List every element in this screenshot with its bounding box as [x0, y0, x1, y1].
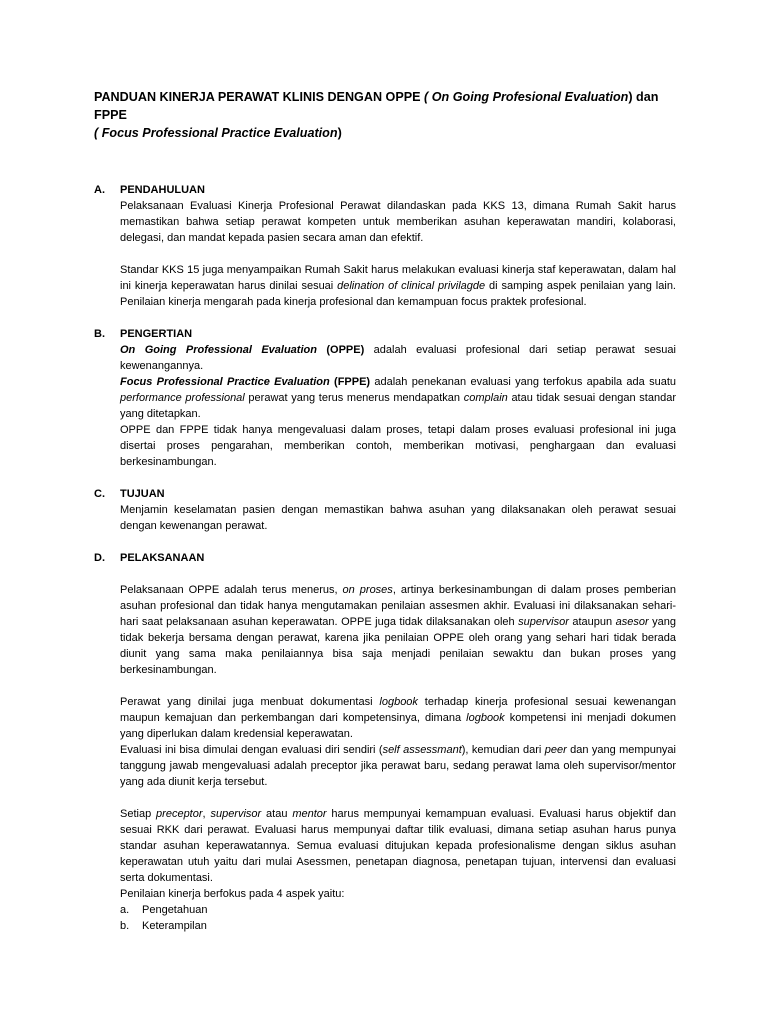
title-paren-close: ) — [337, 126, 342, 140]
paragraph: Pelaksanaan Evaluasi Kinerja Profesional Perawat dilandaskan pada KKS 13, dimana Rumah Sakit harus memastikan bahwa setiap perawat kompeten untuk memberikan asuhan keperawatan mandiri, kolaborasi, delegasi, dan mandat kepada pasien secara aman dan efektif. — [120, 200, 676, 244]
text: , — [202, 808, 211, 820]
italic-term: supervisor — [518, 616, 569, 628]
italic-term: preceptor — [156, 808, 203, 820]
text: Setiap — [120, 808, 157, 820]
bold-term: (OPPE) — [316, 344, 365, 356]
italic-term: logbook — [466, 712, 505, 724]
text: terhadap kinerja profesional sesuai kewenangan maupun kemajuan dan perkembangan dari kompetensinya, dimana — [120, 696, 676, 724]
title-paren-open: ( — [94, 126, 102, 140]
section-heading: PELAKSANAAN — [120, 552, 205, 564]
text: atau — [261, 808, 293, 820]
italic-term: performance professional — [120, 392, 245, 404]
paragraph: Penilaian kinerja berfokus pada 4 aspek yaitu: — [120, 888, 345, 900]
paragraph — [120, 742, 676, 790]
title-text-fppe: ) dan FPPE — [94, 90, 659, 122]
text: Pelaksanaan OPPE adalah terus menerus, — [120, 584, 343, 596]
title-italic-oppe: On Going Profesional Evaluation — [431, 90, 629, 104]
text: adalah evaluasi profesional dari setiap perawat sesuai kewenangannya. — [120, 344, 676, 372]
italic-term: mentor — [292, 808, 327, 820]
paragraph — [120, 582, 676, 678]
text: adalah penekanan evaluasi yang terfokus apabila ada suatu — [370, 376, 676, 388]
list-item — [120, 918, 676, 934]
italic-term: self assessmant — [382, 744, 462, 756]
list-letter: b. — [120, 920, 130, 932]
list-label: Keterampilan — [142, 920, 207, 932]
italic-term: on proses — [342, 584, 393, 596]
section-letter: D. — [94, 552, 105, 564]
text: ataupun — [568, 616, 616, 628]
section-pelaksanaan — [94, 550, 676, 934]
paragraph — [120, 262, 676, 310]
section-letter: B. — [94, 328, 105, 340]
paragraph — [120, 342, 676, 374]
bold-term: (FPPE) — [329, 376, 371, 388]
text: kompetensi ini menjadi dokumen yang diperlukan dalam kredensial keperawatan. — [120, 712, 676, 740]
section-heading: TUJUAN — [120, 488, 165, 500]
section-pendahuluan — [94, 182, 676, 310]
text: dan yang mempunyai tanggung jawab mengevaluasi adalah preceptor jika perawat baru, sedang perawat lama oleh supervisor/mentor yang ada diunit kerja tersebut. — [120, 744, 676, 788]
section-pengertian — [94, 326, 676, 470]
paragraph: OPPE dan FPPE tidak hanya mengevaluasi dalam proses, tetapi dalam proses evaluasi profesional ini juga disertai proses pengarahan, memberikan contoh, memberikan motivasi, penghargaan dan evaluasi berkesinambungan. — [120, 424, 676, 468]
text: , artinya berkesinambungan di dalam proses pemberian asuhan profesional dan tidak hanya mengutamakan penilaian assesmen akhir. Evaluasi ini dilaksanakan sehari-hari saat pelaksanaan asuhan keperawatan. OPPE juga tidak dilaksanakan oleh — [120, 584, 676, 628]
italic-term: On Going Professional Evaluation — [120, 344, 317, 356]
section-letter: A. — [94, 184, 105, 196]
text: Standar KKS 15 juga menyampaikan Rumah Sakit harus melakukan evaluasi kinerja staf keperawatan, dalam hal ini kinerja keperawatan harus dinilai sesuai — [120, 264, 676, 292]
italic-term: asesor — [615, 616, 649, 628]
list-label: Pengetahuan — [142, 904, 208, 916]
title-paren: ( — [424, 90, 432, 104]
section-tujuan — [94, 486, 676, 534]
italic-term: supervisor — [210, 808, 262, 820]
document-content — [94, 88, 676, 934]
paragraph — [120, 806, 676, 886]
italic-term: peer — [544, 744, 567, 756]
section-letter: C. — [94, 488, 105, 500]
text: yang tidak bekerja bersama dengan perawat, karena jika penilaian OPPE oleh orang yang sehari hari tidak berada diunit yang sama maka penilaiannya bisa saja menjadi penilaian sewaktu dan bukan proses yang berkesinambungan. — [120, 616, 676, 676]
title-italic-fppe: Focus Professional Practice Evaluation — [101, 126, 338, 140]
title-text: PANDUAN KINERJA PERAWAT KLINIS DENGAN OPPE — [94, 90, 425, 104]
section-heading: PENDAHULUAN — [120, 184, 205, 196]
italic-term: complain — [463, 392, 508, 404]
italic-term: delination of clinical privilagde — [337, 280, 486, 292]
document-title — [94, 88, 676, 142]
paragraph — [120, 374, 676, 422]
text: Perawat yang dinilai juga menbuat dokumentasi — [120, 696, 380, 708]
list-letter: a. — [120, 904, 130, 916]
text: perawat yang terus menerus mendapatkan — [244, 392, 464, 404]
list-item — [120, 902, 676, 918]
text: harus mempunyai kemampuan evaluasi. Evaluasi harus objektif dan sesuai RKK dari perawat. Evaluasi harus mempunyai daftar tilik evaluasi, dimana setiap asuhan harus punya standar asuhan keperawatannya. Semua evaluasi ditujukan kepada profesionalisme dengan siklus asuhan keperawatan utuh yaitu dari mulai Asessmen, penetapan diagnosa, penetapan tujuan, intervensi dan evaluasi serta dokumentasi. — [120, 808, 677, 884]
text: di samping aspek penilaian yang lain. Penilaian kinerja mengarah pada kinerja profesional dan kemampuan focus praktek profesional. — [120, 280, 676, 308]
text: Evaluasi ini bisa dimulai dengan evaluasi diri sendiri ( — [120, 744, 383, 756]
section-heading: PENGERTIAN — [120, 328, 193, 340]
paragraph: Menjamin keselamatan pasien dengan memastikan bahwa asuhan yang dilaksanakan oleh perawat sesuai dengan kewenangan perawat. — [120, 504, 676, 532]
text: atau tidak sesuai dengan standar yang ditetapkan. — [120, 392, 676, 420]
italic-term: logbook — [379, 696, 418, 708]
paragraph — [120, 694, 676, 742]
text: ), kemudian dari — [461, 744, 545, 756]
italic-term: Focus Professional Practice Evaluation — [120, 376, 330, 388]
